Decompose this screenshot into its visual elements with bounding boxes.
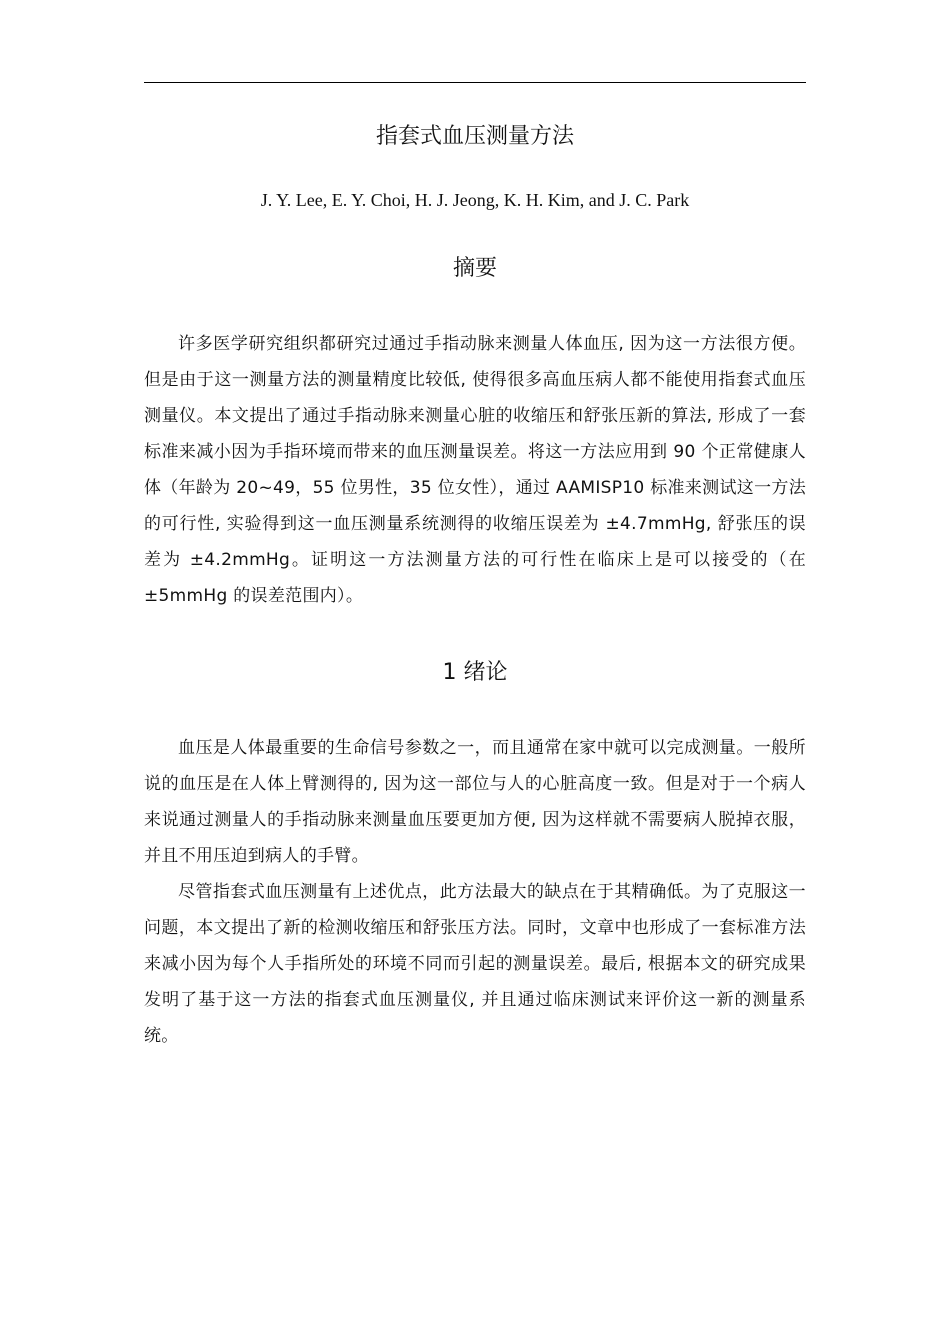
author-list: J. Y. Lee, E. Y. Choi, H. J. Jeong, K. H. Kim, and J. C. Park: [260, 190, 690, 210]
introduction-paragraph-2: 尽管指套式血压测量有上述优点，此方法最大的缺点在于其精确低。为了克服这一问题，本文提出了新的检测收缩压和舒张压方法。同时，文章中也形成了一套标准方法来减小因为每个人手指所处的环境不同而引起的测量误差。最后, 根据本文的研究成果发明了基于这一方法的指套式血压测量仪, 并且通过临床测试来评价这一新的测量系统。: [144, 882, 806, 1046]
abstract-section: [144, 326, 806, 614]
introduction-heading: 1 绪论: [442, 660, 508, 685]
introduction-section: [144, 730, 806, 1054]
paper-title: 指套式血压测量方法: [375, 124, 574, 149]
abstract-paragraph: 许多医学研究组织都研究过通过手指动脉来测量人体血压, 因为这一方法很方便。但是由于这一测量方法的测量精度比较低, 使得很多高血压病人都不能使用指套式血压测量仪。本文提出了通过手指动脉来测量心脏的收缩压和舒张压新的算法, 形成了一套标准来减小因为手指环境而带来的血压测量误差。将这一方法应用到 90 个正常健康人体（年龄为 20~49，55 位男性，35 位女性），通过 AAMISP10 标准来测试这一方法的可行性, 实验得到这一血压测量系统测得的收缩压误差为 ±4.7mmHg, 舒张压的误差为 ±4.2mmHg。证明这一方法测量方法的可行性在临床上是可以接受的（在 ±5mmHg 的误差范围内）。: [144, 334, 806, 606]
introduction-paragraph-1: 血压是人体最重要的生命信号参数之一，而且通常在家中就可以完成测量。一般所说的血压是在人体上臂测得的, 因为这一部位与人的心脏高度一致。但是对于一个病人来说通过测量人的手指动脉来测量血压要更加方便, 因为这样就不需要病人脱掉衣服，并且不用压迫到病人的手臂。: [144, 738, 806, 866]
header-rule: [144, 82, 806, 83]
abstract-heading: 摘要: [452, 256, 497, 281]
